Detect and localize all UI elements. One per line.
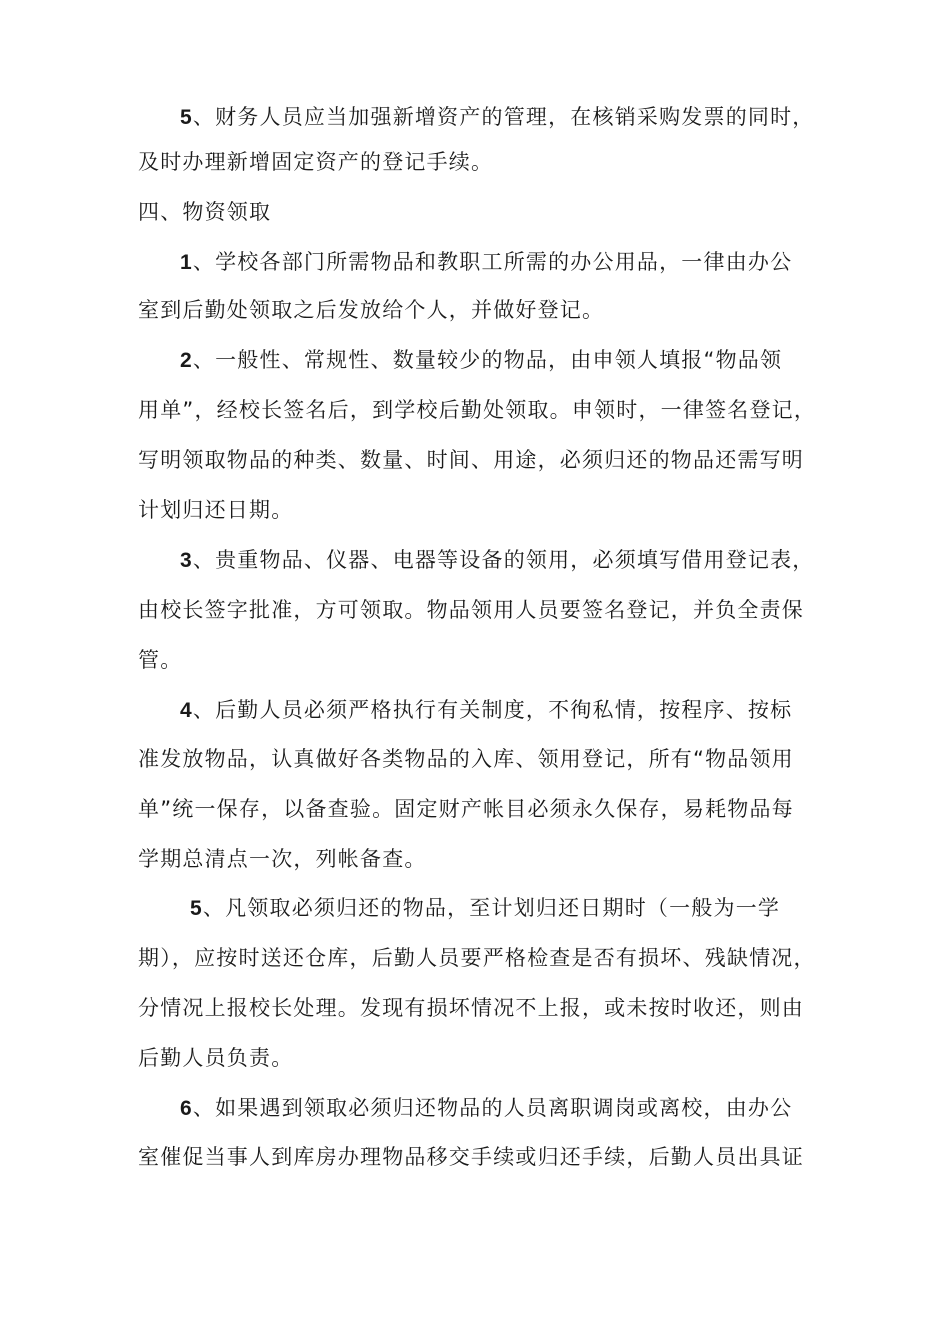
paragraph-valuable-items-line-3: 管。: [138, 648, 183, 672]
item-number: 5: [190, 897, 203, 920]
paragraph-general-items-line-1: 2、一般性、常规性、数量较少的物品，由申领人填报“物品领: [180, 348, 783, 372]
paragraph-item-return-line-3: 分情况上报校长处理。发现有损坏情况不上报，或未按时收还，则由: [138, 996, 804, 1020]
paragraph-item-return-line-1: 5、凡领取必须归还的物品，至计划归还日期时（一般为一学: [190, 896, 781, 920]
paragraph-logistics-staff-line-4: 学期总清点一次，列帐备查。: [138, 847, 427, 871]
paragraph-department-supplies-line-1: 1、学校各部门所需物品和教职工所需的办公用品，一律由办公: [180, 250, 793, 274]
paragraph-general-items-line-2: 用单”，经校长签名后，到学校后勤处领取。申领时，一律签名登记，: [138, 398, 817, 422]
item-number: 1: [180, 251, 193, 274]
paragraph-item-return-line-4: 后勤人员负责。: [138, 1046, 294, 1070]
item-number: 5: [180, 106, 193, 129]
paragraph-valuable-items-line-1: 3、贵重物品、仪器、电器等设备的领用，必须填写借用登记表，: [180, 548, 815, 572]
paragraph-logistics-staff-line-2: 准发放物品，认真做好各类物品的入库、领用登记，所有“物品领用: [138, 747, 794, 771]
item-number: 4: [180, 699, 193, 722]
section-heading: 四、物资领取: [138, 200, 272, 224]
paragraph-logistics-staff-line-3: 单”统一保存，以备查验。固定财产帐目必须永久保存，易耗物品每: [138, 797, 794, 821]
paragraph-department-supplies-line-2: 室到后勤处领取之后发放给个人，并做好登记。: [138, 298, 605, 322]
item-number: 6: [180, 1097, 193, 1120]
paragraph-logistics-staff-line-1: 4、后勤人员必须严格执行有关制度，不徇私情，按程序、按标: [180, 698, 793, 722]
paragraph-valuable-items-line-2: 由校长签字批准，方可领取。物品领用人员要签名登记，并负全责保: [138, 598, 804, 622]
item-number: 2: [180, 349, 193, 372]
paragraph-staff-departure-line-2: 室催促当事人到库房办理物品移交手续或归还手续，后勤人员出具证: [138, 1145, 804, 1169]
paragraph-general-items-line-3: 写明领取物品的种类、数量、时间、用途，必须归还的物品还需写明: [138, 448, 804, 472]
paragraph-asset-management-line-1: 5、财务人员应当加强新增资产的管理，在核销采购发票的同时，: [180, 105, 815, 129]
paragraph-item-return-line-2: 期），应按时送还仓库，后勤人员要严格检查是否有损坏、残缺情况，: [138, 946, 816, 970]
paragraph-staff-departure-line-1: 6、如果遇到领取必须归还物品的人员离职调岗或离校，由办公: [180, 1096, 793, 1120]
paragraph-general-items-line-4: 计划归还日期。: [138, 498, 294, 522]
paragraph-asset-management-line-2: 及时办理新增固定资产的登记手续。: [138, 150, 494, 174]
item-number: 3: [180, 549, 193, 572]
